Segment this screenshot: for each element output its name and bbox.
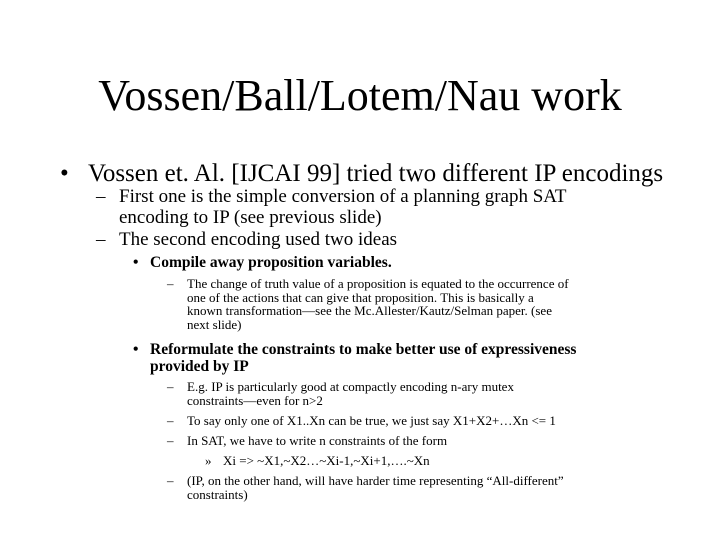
line: Reformulate the constraints to make better use of expressiveness xyxy=(150,341,577,358)
bullet-sat-clause-form: Xi => ~X1,~X2…~Xi-1,~Xi+1,….~Xn xyxy=(223,453,430,468)
bullet-marker: • xyxy=(60,160,69,187)
line: First one is the simple conversion of a planning graph SAT xyxy=(119,186,567,207)
chevron-marker: » xyxy=(205,453,212,468)
bullet-first-encoding xyxy=(119,186,567,228)
line: (IP, on the other hand, will have harder time representing “All-different” xyxy=(187,473,564,488)
line: E.g. IP is particularly good at compactly encoding n-ary mutex xyxy=(187,379,514,394)
line: encoding to IP (see previous slide) xyxy=(119,207,382,228)
dash-marker: – xyxy=(167,379,174,394)
bullet-reformulate-constraints xyxy=(150,341,576,375)
dash-marker: – xyxy=(96,186,106,207)
line: known transformation—see the Mc.Allester/Kautz/Selman paper. (see xyxy=(187,303,552,318)
line: constraints) xyxy=(187,486,248,502)
line: The change of truth value of a proposition is equated to the occurrence of xyxy=(187,276,569,291)
dash-marker: – xyxy=(167,433,174,448)
dash-marker: – xyxy=(96,229,106,250)
dash-marker: – xyxy=(167,276,174,291)
line: provided by IP xyxy=(150,358,249,375)
dash-marker: – xyxy=(167,413,174,428)
bullet-ip-encodings: Vossen et. Al. [IJCAI 99] tried two different IP encodings xyxy=(88,160,664,187)
bullet-all-different xyxy=(187,474,564,501)
bullet-compile-away: Compile away proposition variables. xyxy=(150,254,392,271)
bullet-marker: • xyxy=(133,254,139,271)
bullet-sat-constraints: In SAT, we have to write n constraints of the form xyxy=(187,433,448,448)
slide-title: Vossen/Ball/Lotem/Nau work xyxy=(98,71,622,120)
line: next slide) xyxy=(187,316,242,332)
dash-marker: – xyxy=(167,473,174,488)
bullet-second-encoding: The second encoding used two ideas xyxy=(119,229,398,250)
bullet-marker: • xyxy=(133,341,139,358)
bullet-truth-value-change xyxy=(187,277,569,331)
bullet-nary-mutex xyxy=(187,380,514,407)
line: one of the actions that can give that proposition. This is basically a xyxy=(187,289,534,305)
bullet-only-one-true: To say only one of X1..Xn can be true, we just say X1+X2+…Xn <= 1 xyxy=(187,413,556,428)
line: constraints—even for n>2 xyxy=(187,392,323,408)
